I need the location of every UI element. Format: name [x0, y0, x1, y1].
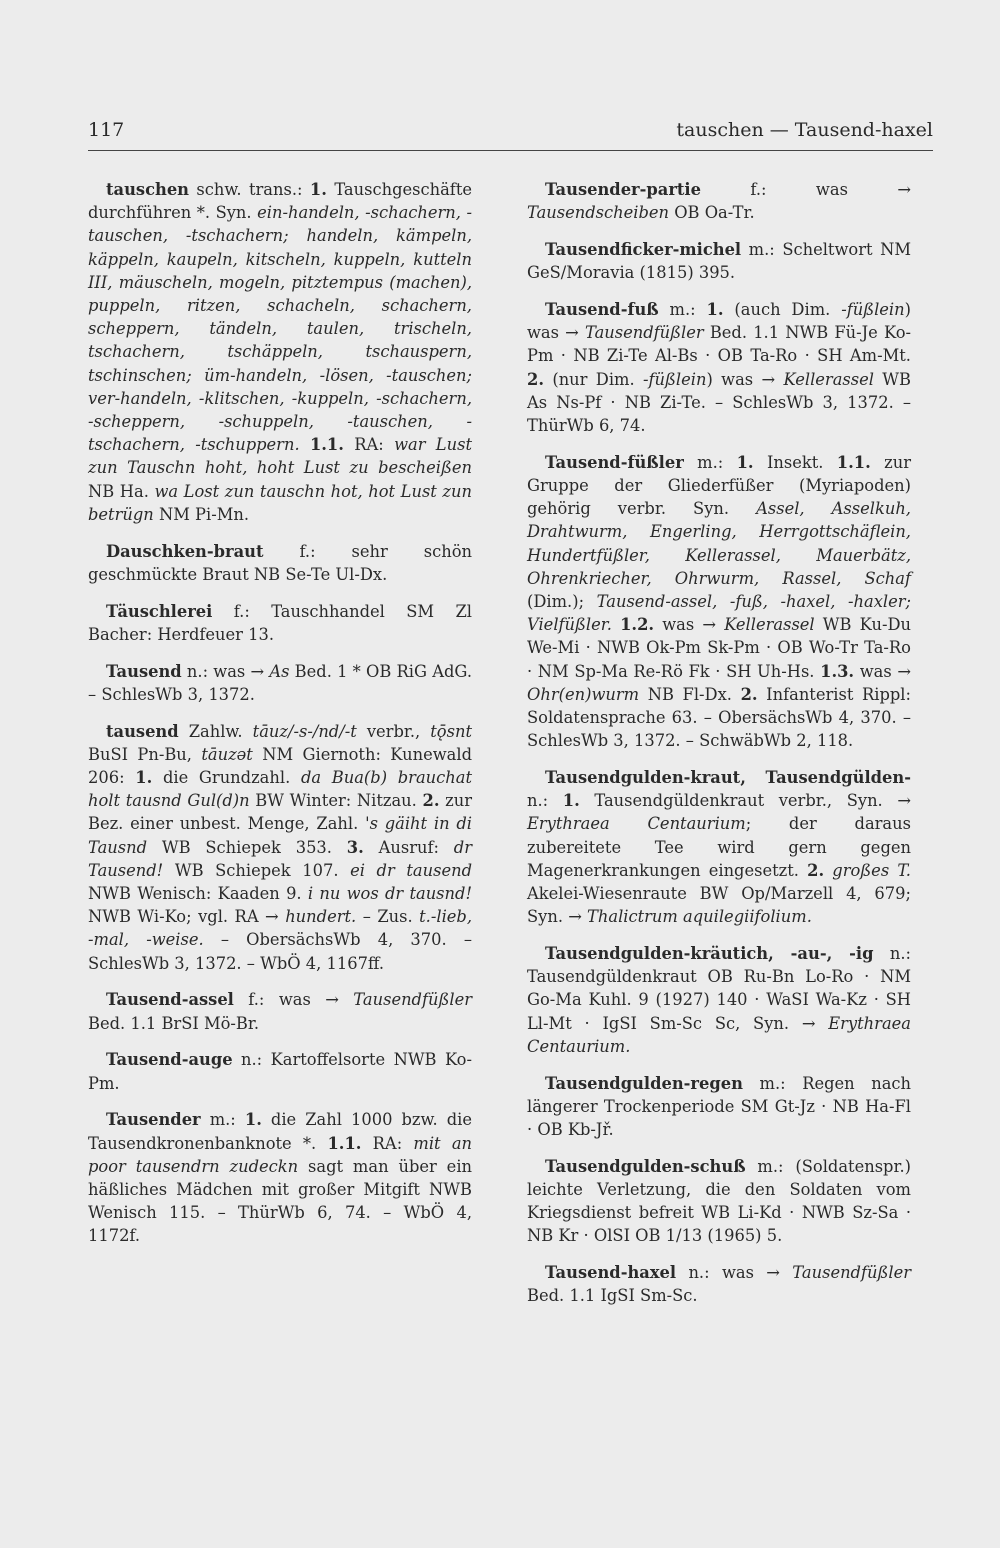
entry-tauschen: [88, 178, 472, 526]
entry-text: Bed. 1.1 NWB Fü-Je Ko-Pm · NB Zi-Te Al-Bs · OB Ta-Ro · SH Am-Mt.: [527, 323, 911, 366]
entry-text: Infanterist Rippl: Soldatensprache 63. – ObersächsWb 4, 370. – SchlesWb 3, 1372. – SchwäbWb 2, 118.: [527, 684, 911, 751]
italic-text: Ohr(en)wurm: [527, 684, 640, 704]
page-number: 117: [88, 119, 125, 141]
entry-text: WB Ku-Du We-Mi · NWB Ok-Pm Sk-Pm · OB Wo-Tr Ta-Ro · NM Sp-Ma Re-Rö Fk · SH Uh-Hs.: [527, 615, 911, 681]
italic-text: dr Tausend!: [88, 837, 472, 880]
headword: 1.: [736, 452, 754, 472]
entry-text: m.:: [683, 452, 737, 472]
italic-text: tǭsnt: [430, 721, 472, 741]
page-header: [88, 119, 933, 149]
entry-text: was →: [854, 661, 911, 681]
entry-text: f.: sehr schön geschmückte Braut NB Se-Te Ul-Dx.: [88, 541, 472, 584]
entry-text: RA:: [361, 1133, 414, 1153]
headword: 1.1.: [309, 435, 344, 455]
entry-text: Insekt.: [753, 452, 837, 472]
entry-tausendgulden-schuss: [527, 1155, 911, 1248]
headword: Tausendgulden-kräutich, -au-, -ig: [545, 944, 874, 964]
headword: 1.: [244, 1110, 262, 1130]
italic-text: Erythraea Centaurium.: [527, 1013, 911, 1056]
entry-text: [300, 435, 310, 454]
entry-text: die Zahl 1000 bzw. die Tausendkronenbanknote *.: [88, 1110, 472, 1153]
entry-text: ) was →: [527, 300, 911, 343]
headword: 1.: [706, 300, 724, 319]
entry-text: sagt man über ein häßliches Mädchen mit großer Mitgift NWB Wenisch 115. – ThürWb 6, 74. – WbÖ 4, 1172f.: [88, 1156, 473, 1246]
entry-text: Bed. 1.1 IgSI Sm-Sc.: [527, 1286, 698, 1306]
headword: 2.: [422, 791, 440, 811]
entry-text: verbr.,: [356, 721, 431, 741]
italic-text: wa Lost zun tauschn hot, hot Lust zun betrügn: [88, 481, 472, 524]
entry-text: m.: Regen nach längerer Trockenperiode SM Gt-Jz · NB Ha-Fl · OB Kb-Jř.: [527, 1073, 911, 1140]
headword: Tausend-füßler: [545, 452, 684, 472]
entry-text: was →: [654, 615, 725, 635]
entry-text: NM Pi-Mn.: [153, 504, 250, 524]
entry-text: Ausruf:: [363, 837, 454, 857]
entry-tausender-partie: [527, 178, 911, 224]
headword: 1.1.: [327, 1133, 362, 1153]
entry-text: NB Fl-Dx.: [639, 684, 741, 704]
entry-tausendgulden-kraeutich: [527, 942, 911, 1058]
entry-text: [612, 615, 620, 634]
headword: Tausend-auge: [106, 1050, 233, 1070]
entry-text: – ObersächsWb 4, 370. – SchlesWb 3, 1372. – WbÖ 4, 1167ff.: [88, 930, 472, 973]
headword: Tausendgulden-regen: [545, 1073, 743, 1093]
entry-text: Tauschgeschäfte durchführen *. Syn.: [88, 180, 472, 223]
entry-tausend-haxel: [527, 1261, 911, 1307]
entry-text: ; der daraus zubereitete Tee wird gern gegen Magenerkrankungen eingesetzt.: [527, 814, 911, 880]
entry-text: n.:: [527, 791, 563, 811]
entry-text: NWB Wi-Ko; vgl. RA →: [88, 907, 286, 927]
entry-text: n.: Kartoffelsorte NWB Ko-Pm.: [88, 1050, 472, 1093]
entry-text: m.: Scheltwort NM GeS/Moravia (1815) 395.: [527, 240, 911, 283]
headword: Tausend-assel: [106, 990, 234, 1010]
italic-text: Kellerassel: [783, 369, 874, 389]
italic-text: Tausendscheiben: [527, 203, 670, 223]
entry-dauschken-braut: [88, 540, 472, 586]
italic-text: 's gäiht in di Tausnd: [88, 814, 472, 857]
entry-tausendficker-michel: [527, 238, 911, 284]
headword: 1.: [309, 180, 327, 199]
headword: 2.: [527, 369, 544, 389]
entry-tausend-n: [88, 660, 472, 706]
entry-text: (Dim.);: [527, 592, 597, 612]
entry-text: ) was →: [706, 369, 784, 389]
headword: 2.: [740, 684, 758, 704]
italic-text: As: [269, 661, 290, 681]
italic-text: Tausendfüßler: [792, 1263, 911, 1283]
headword: Tausendgulden-kraut, Tausendgülden-: [545, 768, 911, 788]
italic-text: tāuz/-s-/nd/-t: [252, 721, 357, 741]
entry-text: – Zus.: [356, 907, 420, 927]
left-column: [88, 178, 472, 1261]
entry-text: WB Schiepek 353.: [147, 837, 347, 857]
italic-text: -füßlein: [841, 300, 905, 319]
headword: Tausend-fuß: [545, 300, 659, 319]
entry-text: f.: Tauschhandel SM Zl Bacher: Herdfeuer 13.: [88, 601, 472, 644]
headword: 3.: [346, 837, 364, 857]
entry-tausend-fuss: [527, 298, 911, 437]
entry-text: (auch Dim.: [723, 300, 842, 319]
italic-text: Kellerassel: [724, 615, 815, 635]
entry-text: Bed. 1 * OB RiG AdG. – SchlesWb 3, 1372.: [88, 661, 472, 704]
entry-text: m.:: [658, 300, 707, 319]
entry-text: m.:: [200, 1110, 245, 1130]
italic-text: Erythraea Centaurium: [527, 814, 746, 834]
entry-taeuschlerei: [88, 600, 472, 646]
italic-text: hundert.: [285, 907, 357, 927]
italic-text: großes T.: [832, 860, 911, 880]
header-rule: [88, 150, 933, 151]
entry-text: die Grundzahl.: [152, 768, 301, 788]
entry-text: WB Schiepek 107.: [163, 860, 351, 880]
entry-text: WB As Ns-Pf · NB Zi-Te. – SchlesWb 3, 1372. – ThürWb 6, 74.: [527, 369, 911, 436]
headword: Tausendficker-michel: [545, 240, 742, 259]
entry-text: BW Winter: Nitzau.: [249, 791, 423, 811]
headword: Tausend-haxel: [545, 1263, 677, 1283]
headword: Tausender: [106, 1110, 201, 1130]
entry-text: f.: was →: [233, 990, 354, 1010]
entry-tausendgulden-kraut: [527, 766, 911, 928]
italic-text: ein-handeln, -schachern, -tauschen, -tschachern; handeln, kämpeln, käppeln, kaupeln, kitscheln, kuppeln, kutteln III, mäuscheln, mogeln, pitztempus (machen), puppeln, ritzen, schacheln, schachern, scheppern, tändeln, taulen, trischeln, tschachern, tschäppeln, tschauspern, tschinschen; üm-handeln, -lösen, -tauschen; ver-handeln, -klitschen, -kuppeln, -schachern, -scheppern, -schuppeln, -tauschen, -tschachern, -tschuppern.: [88, 203, 472, 455]
italic-text: -füßlein: [643, 369, 707, 389]
entry-text: n.: was →: [181, 661, 270, 681]
italic-text: Tausend-assel, -fuß, -haxel, -haxler; Vielfüßler.: [527, 592, 911, 635]
headword: 1.: [135, 768, 153, 788]
running-title: tauschen — Tausend-haxel: [676, 119, 933, 141]
headword: Dauschken-braut: [106, 541, 264, 561]
entry-text: zur Bez. einer unbest. Menge, Zahl.: [88, 791, 472, 834]
entry-text: BuSI Pn-Bu,: [88, 744, 202, 764]
italic-text: war Lust zun Tauschn hoht, hoht Lust zu bescheißen: [88, 435, 472, 478]
headword: Tausendgulden-schuß: [545, 1156, 746, 1176]
entry-text: NM Giernoth: Kunewald 206:: [88, 744, 472, 788]
entry-tausender: [88, 1108, 472, 1247]
entry-text: NB Ha.: [88, 481, 155, 501]
entry-text: Bed. 1.1 BrSI Mö-Br.: [88, 1013, 260, 1033]
entry-text: Tausendgüldenkraut verbr., Syn. →: [579, 791, 911, 811]
entry-text: OB Oa-Tr.: [669, 203, 755, 223]
headword: tausend: [106, 721, 179, 741]
italic-text: tāuzət: [201, 744, 253, 764]
entry-text: schw. trans.:: [189, 180, 310, 199]
entry-text: zur Gruppe der Gliederfüßer (Myriapoden) gehörig verbr. Syn.: [527, 452, 911, 519]
italic-text: Thalictrum aquilegiifolium.: [587, 907, 812, 927]
entry-text: f.: was →: [700, 180, 911, 199]
entry-tausendgulden-regen: [527, 1072, 911, 1142]
headword: 1.2.: [620, 615, 655, 635]
entry-text: m.: (Soldatenspr.) leichte Verletzung, die den Soldaten vom Kriegsdienst befreit WB Li-Kd · NWB Sz-Sa · NB Kr · OlSI OB 1/13 (1965) 5.: [527, 1156, 911, 1246]
italic-text: Tausendfüßler: [584, 323, 704, 343]
entry-text: n.: Tausendgüldenkraut OB Ru-Bn Lo-Ro · NM Go-Ma Kuhl. 9 (1927) 140 · WaSI Wa-Kz · SH Ll-Mt · IgSI Sm-Sc Sc, Syn. →: [527, 944, 911, 1033]
headword: 1.1.: [836, 452, 871, 472]
italic-text: Assel, Asselkuh, Drahtwurm, Engerling, Herrgottschäflein, Hundertfüßler, Kellerassel, Mauerbätz, Ohrenkriecher, Ohrwurm, Rassel, Schaf: [527, 499, 911, 588]
headword: 2.: [807, 860, 825, 880]
headword: Tausend: [106, 661, 182, 681]
italic-text: mit an poor tausendrn zudeckn: [88, 1133, 473, 1176]
entry-text: NWB Wenisch: Kaaden 9.: [88, 884, 308, 904]
italic-text: i nu wos dr tausnd!: [307, 884, 472, 904]
headword: 1.3.: [820, 661, 855, 681]
entry-tausend-fuessler: [527, 451, 911, 753]
italic-text: ei dr tausend: [350, 860, 472, 880]
italic-text: da Bua(b) brauchat holt tausnd Gul(d)n: [88, 768, 472, 811]
headword: Tausender-partie: [545, 180, 701, 199]
headword: tauschen: [106, 180, 190, 199]
right-column: [527, 178, 911, 1321]
headword: Täuschlerei: [106, 601, 213, 621]
entry-tausend-assel: [88, 988, 472, 1034]
entry-text: Zahlw.: [178, 721, 253, 741]
entry-tausend-zahlw: [88, 720, 472, 975]
entry-tausend-auge: [88, 1048, 472, 1094]
entry-text: Akelei-Wiesenraute BW Op/Marzell 4, 679; Syn. →: [527, 884, 911, 927]
headword: 1.: [562, 791, 580, 811]
italic-text: t.-lieb, -mal, -weise.: [88, 907, 473, 950]
entry-text: RA:: [343, 435, 395, 455]
entry-text: n.: was →: [676, 1263, 793, 1283]
entry-text: (nur Dim.: [544, 369, 644, 389]
italic-text: Tausendfüßler: [353, 990, 472, 1010]
